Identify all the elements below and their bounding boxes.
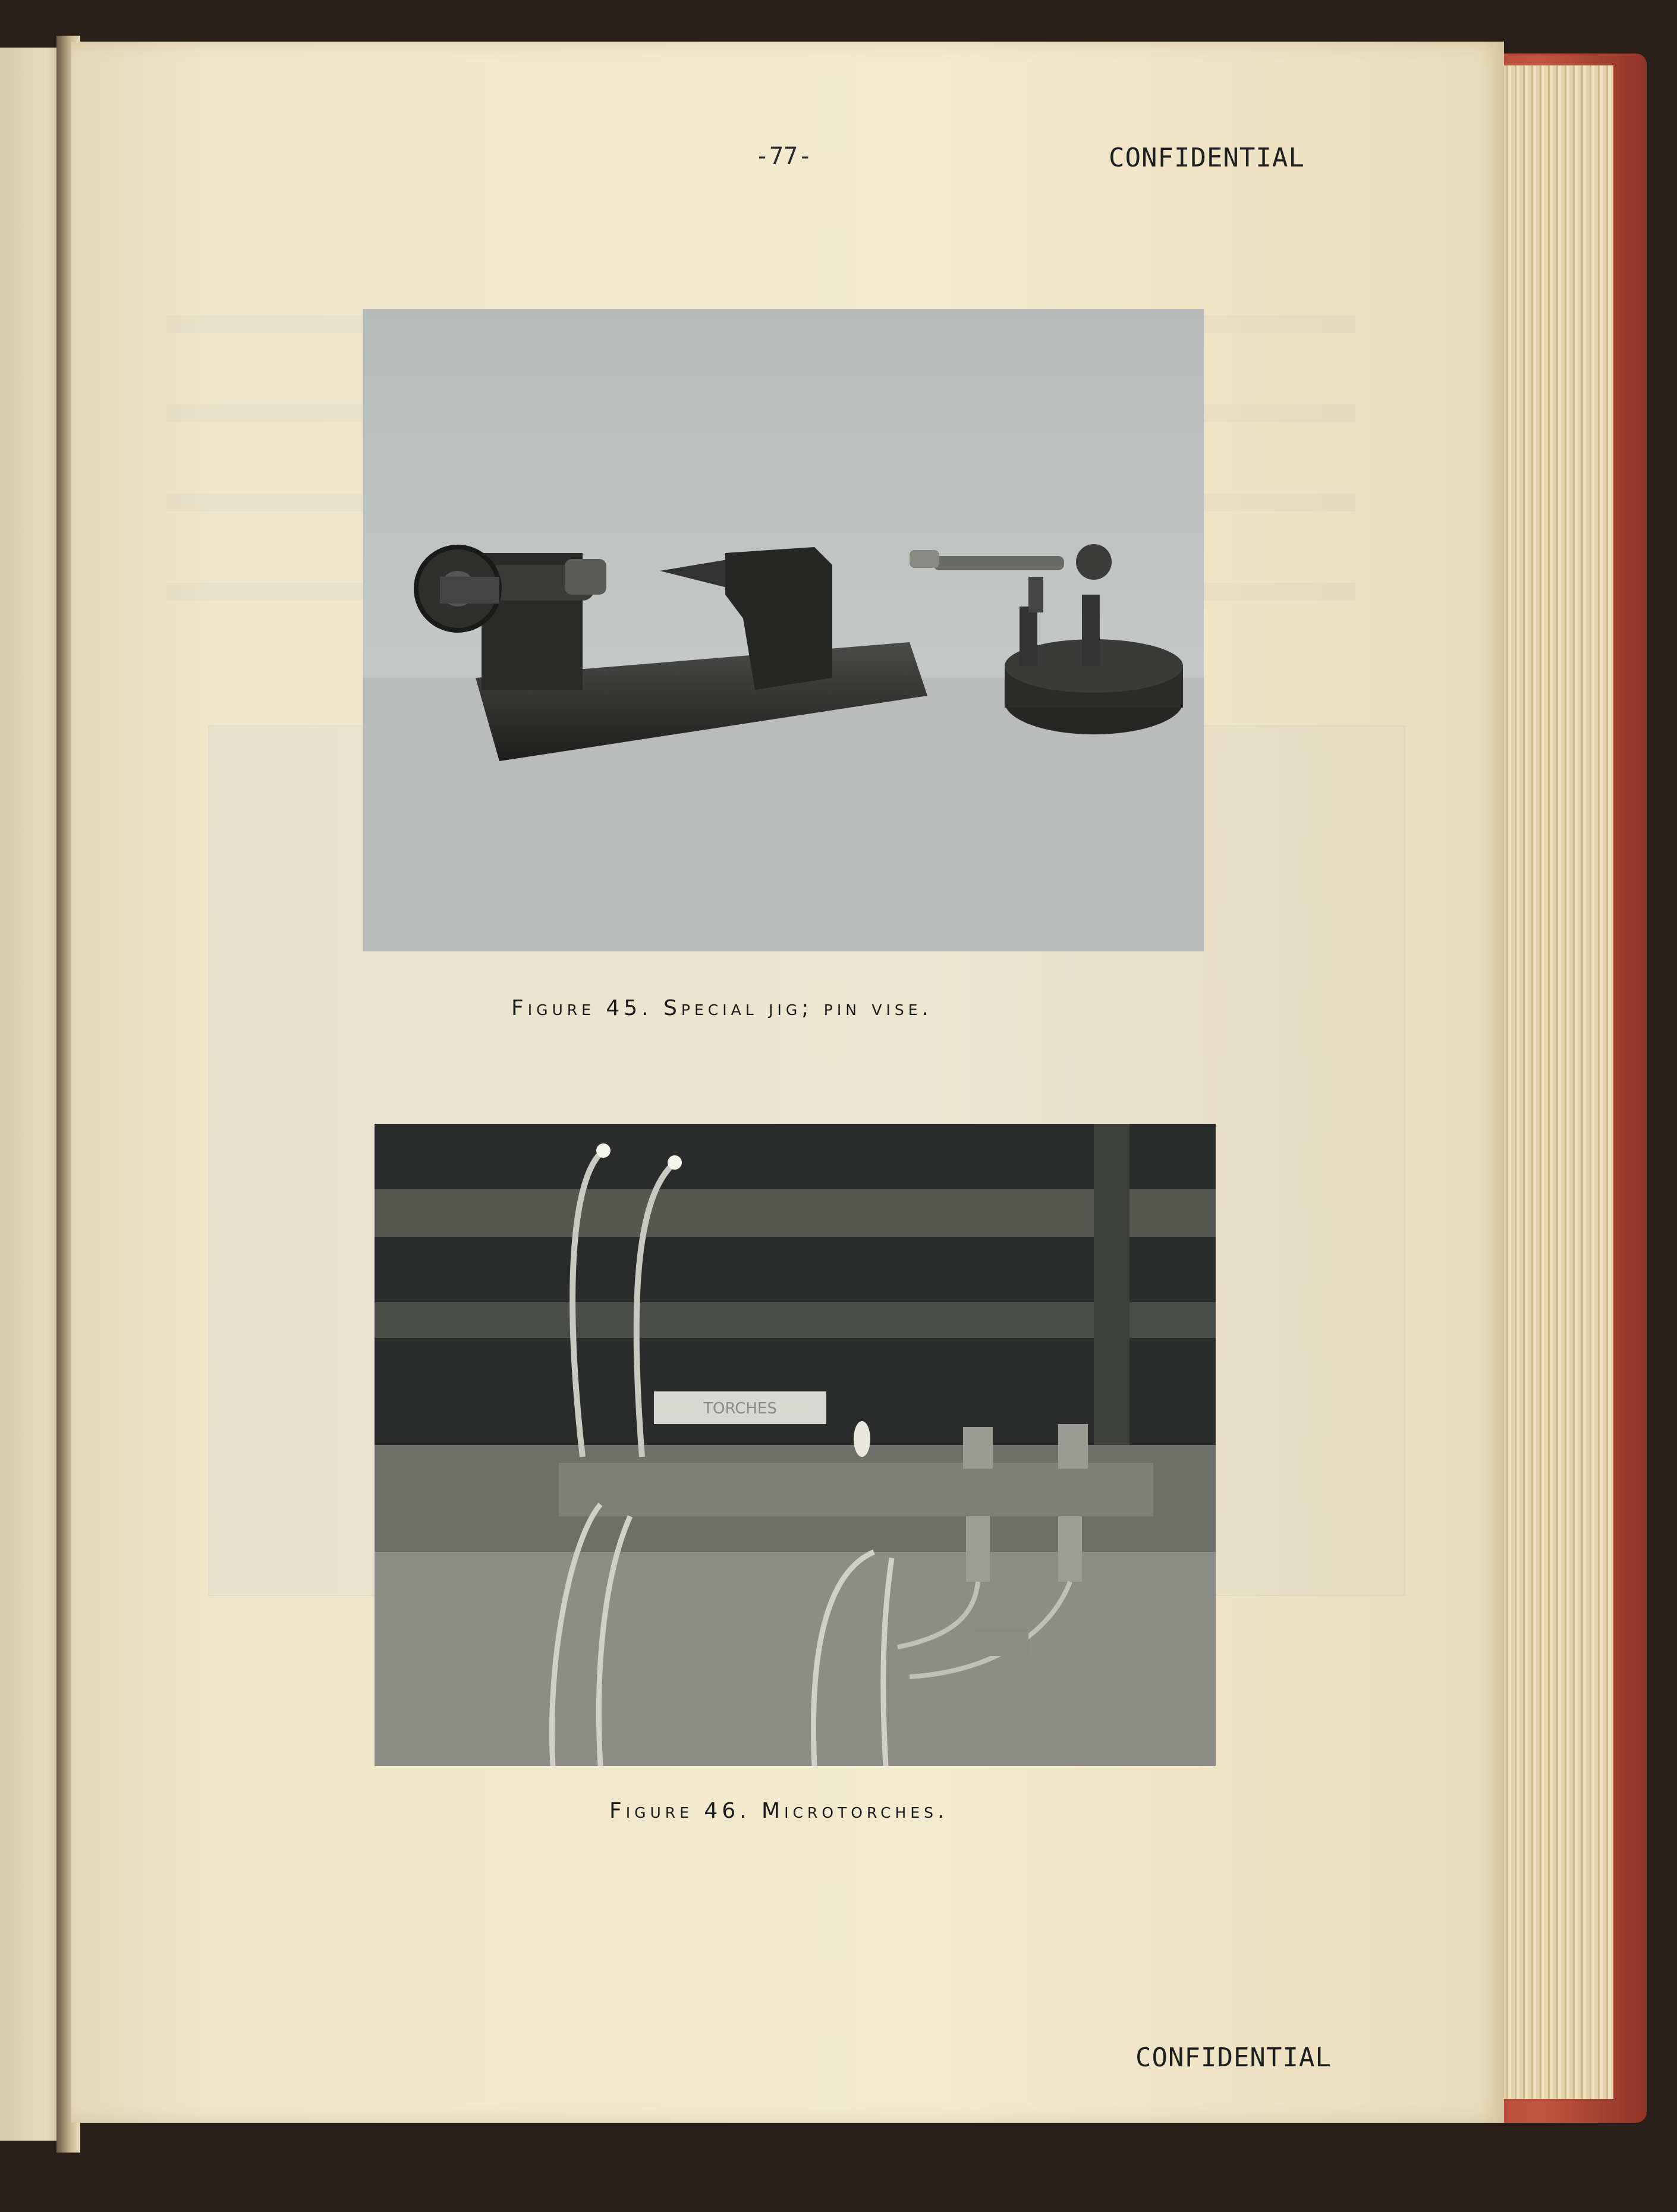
figure-45-caption: Figure 45. Special jig; pin vise. [511,996,933,1020]
document-page [71,42,1504,2123]
microtorches-illustration [375,1124,1216,1766]
left-page [0,48,65,2141]
header-classification: CONFIDENTIAL [1109,143,1305,173]
jig-and-vise-illustration [363,309,1204,951]
figure-45-photo [363,309,1204,951]
torches-label: TORCHES [703,1400,777,1418]
figure-46-caption: Figure 46. Microtorches. [609,1799,949,1823]
page-edges [1492,65,1613,2099]
figure-46-photo [375,1124,1216,1766]
page-number: -77- [755,143,813,170]
footer-classification: CONFIDENTIAL [1135,2043,1332,2073]
